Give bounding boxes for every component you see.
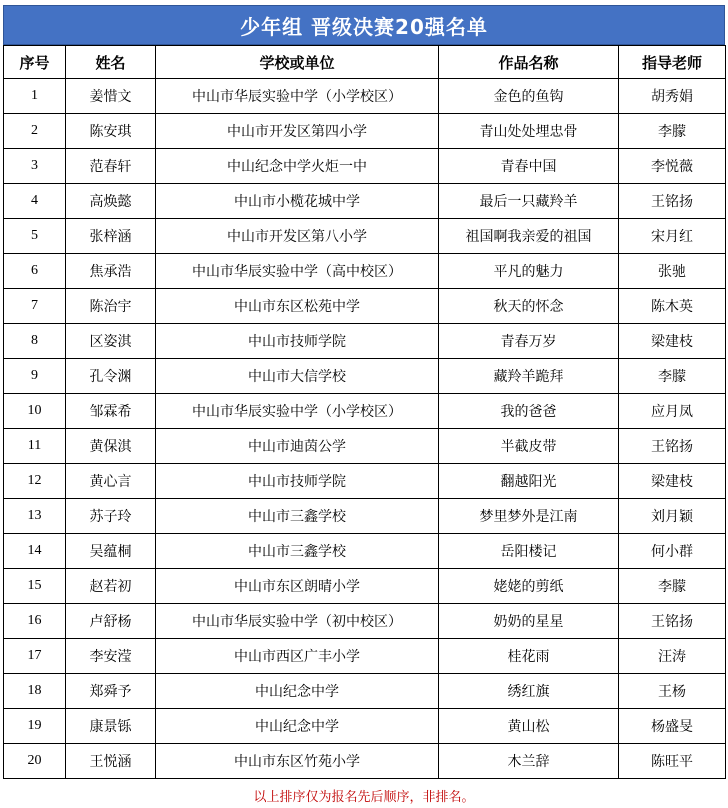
cell-name: 赵若初 [66,569,156,604]
cell-work: 翻越阳光 [439,464,619,499]
cell-name: 卢舒杨 [66,604,156,639]
cell-teacher: 梁建枝 [619,324,726,359]
cell-work: 藏羚羊跪拜 [439,359,619,394]
cell-name: 苏子玲 [66,499,156,534]
cell-name: 王悦涵 [66,744,156,779]
cell-school: 中山市三鑫学校 [156,499,439,534]
cell-school: 中山纪念中学 [156,674,439,709]
cell-school: 中山市三鑫学校 [156,534,439,569]
table-row [4,184,726,219]
cell-school: 中山市华辰实验中学（高中校区） [156,254,439,289]
cell-index: 20 [4,744,66,779]
cell-index: 4 [4,184,66,219]
cell-work: 金色的鱼钩 [439,79,619,114]
cell-teacher: 何小群 [619,534,726,569]
table-row [4,464,726,499]
table-row [4,289,726,324]
table-row [4,359,726,394]
cell-index: 1 [4,79,66,114]
table-row [4,219,726,254]
cell-work: 青春中国 [439,149,619,184]
cell-teacher: 李朦 [619,359,726,394]
cell-school: 中山市小榄花城中学 [156,184,439,219]
cell-name: 孔令渊 [66,359,156,394]
cell-index: 2 [4,114,66,149]
cell-teacher: 李朦 [619,569,726,604]
cell-school: 中山市东区朗晴小学 [156,569,439,604]
cell-name: 黄心言 [66,464,156,499]
cell-name: 郑舜予 [66,674,156,709]
cell-school: 中山市东区松苑中学 [156,289,439,324]
cell-work: 黄山松 [439,709,619,744]
cell-work: 秋天的怀念 [439,289,619,324]
cell-teacher: 梁建枝 [619,464,726,499]
cell-index: 13 [4,499,66,534]
table-row [4,709,726,744]
cell-name: 区姿淇 [66,324,156,359]
cell-school: 中山市开发区第八小学 [156,219,439,254]
table-body [4,79,726,779]
cell-name: 邹霖希 [66,394,156,429]
cell-teacher: 张驰 [619,254,726,289]
cell-teacher: 刘月颖 [619,499,726,534]
cell-index: 14 [4,534,66,569]
cell-work: 青山处处埋忠骨 [439,114,619,149]
table-row [4,114,726,149]
cell-index: 18 [4,674,66,709]
cell-name: 范春轩 [66,149,156,184]
cell-index: 6 [4,254,66,289]
cell-work: 木兰辞 [439,744,619,779]
header-teacher: 指导老师 [619,46,726,79]
cell-name: 陈治宇 [66,289,156,324]
cell-name: 高焕懿 [66,184,156,219]
cell-name: 李安滢 [66,639,156,674]
header-name: 姓名 [66,46,156,79]
cell-teacher: 王铭扬 [619,429,726,464]
cell-index: 7 [4,289,66,324]
cell-work: 绣红旗 [439,674,619,709]
cell-work: 半截皮带 [439,429,619,464]
table-row [4,499,726,534]
finalists-table [3,45,726,779]
cell-name: 焦承浩 [66,254,156,289]
cell-teacher: 宋月红 [619,219,726,254]
header-index: 序号 [4,46,66,79]
cell-name: 康景铄 [66,709,156,744]
cell-name: 黄保淇 [66,429,156,464]
cell-teacher: 王杨 [619,674,726,709]
header-row [4,46,726,79]
cell-work: 梦里梦外是江南 [439,499,619,534]
cell-index: 11 [4,429,66,464]
cell-teacher: 陈旺平 [619,744,726,779]
cell-work: 桂花雨 [439,639,619,674]
table-row [4,254,726,289]
table-row [4,639,726,674]
table-row [4,534,726,569]
cell-teacher: 李朦 [619,114,726,149]
cell-index: 9 [4,359,66,394]
cell-school: 中山市华辰实验中学（小学校区） [156,394,439,429]
cell-work: 奶奶的星星 [439,604,619,639]
cell-teacher: 杨盛旻 [619,709,726,744]
cell-teacher: 王铭扬 [619,184,726,219]
cell-school: 中山市开发区第四小学 [156,114,439,149]
cell-school: 中山市大信学校 [156,359,439,394]
table-row [4,324,726,359]
cell-index: 15 [4,569,66,604]
cell-school: 中山市技师学院 [156,324,439,359]
cell-work: 平凡的魅力 [439,254,619,289]
cell-school: 中山纪念中学 [156,709,439,744]
header-school: 学校或单位 [156,46,439,79]
cell-index: 16 [4,604,66,639]
table-row [4,79,726,114]
table-row [4,394,726,429]
header-work: 作品名称 [439,46,619,79]
cell-teacher: 李悦薇 [619,149,726,184]
cell-index: 12 [4,464,66,499]
roster-sheet [3,5,725,779]
cell-teacher: 王铭扬 [619,604,726,639]
cell-teacher: 胡秀娟 [619,79,726,114]
table-row [4,604,726,639]
cell-name: 吴蕴桐 [66,534,156,569]
cell-index: 19 [4,709,66,744]
cell-name: 张梓涵 [66,219,156,254]
table-row [4,744,726,779]
ordering-note: 以上排序仅为报名先后顺序，非排名。 [253,790,475,805]
cell-teacher: 应月凤 [619,394,726,429]
cell-school: 中山市技师学院 [156,464,439,499]
cell-name: 姜惜文 [66,79,156,114]
cell-index: 8 [4,324,66,359]
table-row [4,569,726,604]
cell-index: 17 [4,639,66,674]
cell-work: 姥姥的剪纸 [439,569,619,604]
cell-teacher: 汪涛 [619,639,726,674]
cell-work: 我的爸爸 [439,394,619,429]
cell-school: 中山纪念中学火炬一中 [156,149,439,184]
cell-school: 中山市迪茵公学 [156,429,439,464]
cell-index: 10 [4,394,66,429]
cell-work: 最后一只藏羚羊 [439,184,619,219]
cell-index: 5 [4,219,66,254]
cell-work: 岳阳楼记 [439,534,619,569]
table-row [4,674,726,709]
cell-index: 3 [4,149,66,184]
cell-name: 陈安琪 [66,114,156,149]
cell-school: 中山市华辰实验中学（小学校区） [156,79,439,114]
cell-work: 青春万岁 [439,324,619,359]
cell-teacher: 陈木英 [619,289,726,324]
table-row [4,149,726,184]
cell-school: 中山市东区竹苑小学 [156,744,439,779]
cell-school: 中山市西区广丰小学 [156,639,439,674]
cell-school: 中山市华辰实验中学（初中校区） [156,604,439,639]
table-title: 少年组 晋级决赛20强名单 [3,5,725,45]
table-row [4,429,726,464]
cell-work: 祖国啊我亲爱的祖国 [439,219,619,254]
